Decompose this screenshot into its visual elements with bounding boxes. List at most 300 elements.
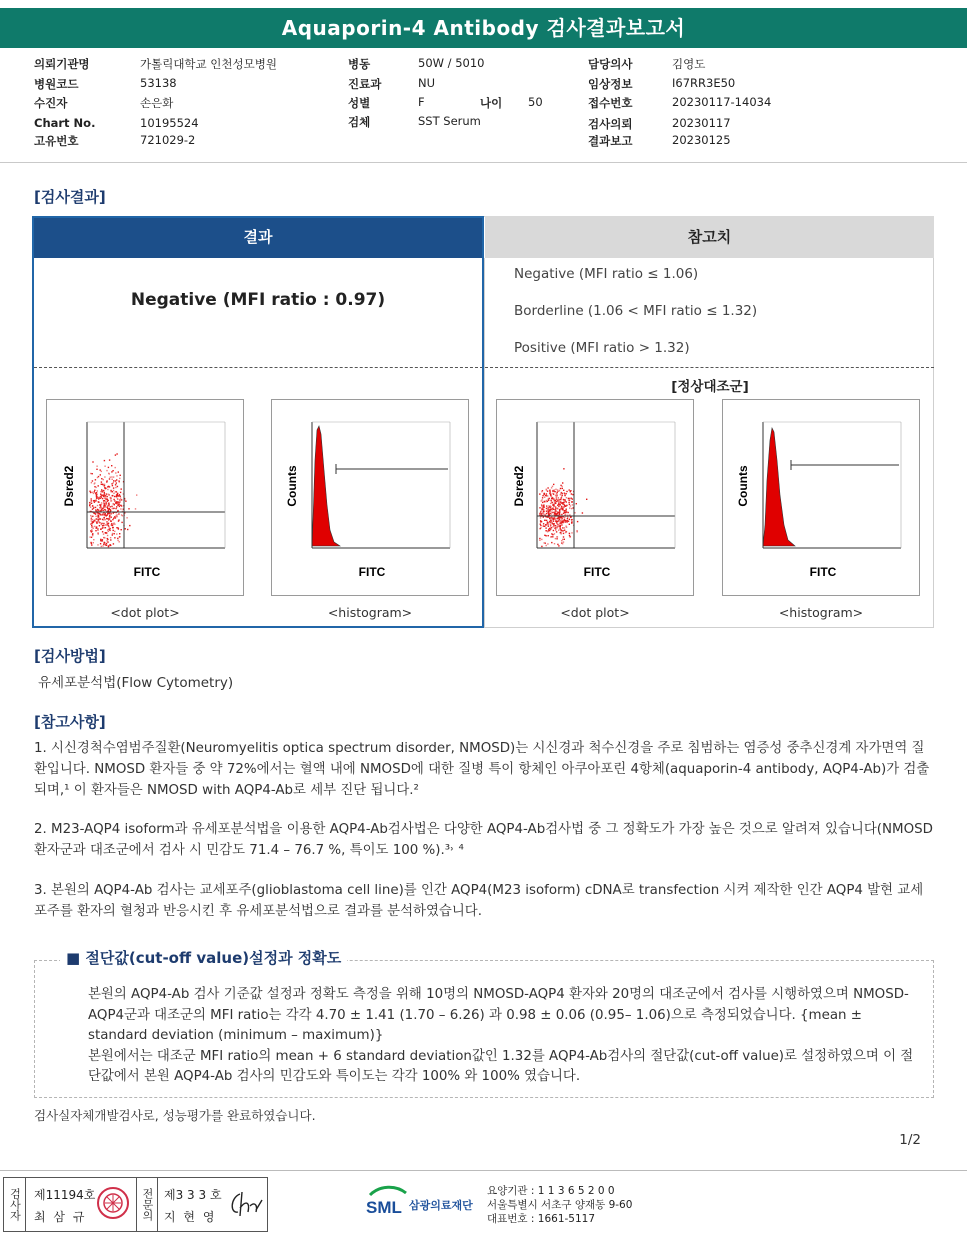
scatter-point (116, 491, 117, 492)
scatter-point (118, 504, 119, 505)
scatter-point (113, 530, 114, 531)
scatter-point (541, 510, 542, 511)
scatter-point (544, 526, 545, 527)
scatter-point (93, 539, 94, 540)
scatter-point (107, 508, 108, 509)
scatter-point (108, 519, 109, 520)
scatter-point (95, 493, 96, 494)
scatter-point (563, 536, 564, 537)
scatter-point (107, 535, 108, 536)
scatter-point (114, 533, 115, 534)
scatter-point (550, 537, 551, 538)
scatter-point (95, 530, 96, 531)
scatter-point (563, 520, 564, 521)
patient-dot-caption: <dot plot> (110, 605, 180, 620)
scatter-point (91, 523, 92, 524)
scatter-point (586, 499, 587, 500)
scatter-point (560, 522, 561, 523)
cutoff-title: ■ 절단값(cut-off value)설정과 정확도 (60, 947, 347, 968)
scatter-point (119, 541, 120, 542)
control-hist-caption: <histogram> (778, 605, 864, 620)
scatter-point (565, 531, 566, 532)
scatter-point (100, 540, 101, 541)
scatter-point (543, 523, 544, 524)
scatter-point (545, 524, 546, 525)
patient-histogram (271, 399, 469, 596)
scatter-point (544, 520, 545, 521)
scatter-point (542, 507, 543, 508)
scatter-point (116, 479, 117, 480)
scatter-point (110, 520, 111, 521)
scatter-point (121, 499, 122, 500)
scatter-point (564, 517, 565, 518)
scatter-point (539, 493, 540, 494)
scatter-point (118, 520, 119, 521)
scatter-point (100, 491, 101, 492)
scatter-point (98, 502, 99, 503)
scatter-point (120, 505, 121, 506)
scatter-point (104, 503, 105, 504)
scatter-point (93, 508, 94, 509)
scatter-point (559, 510, 560, 511)
scatter-point (104, 466, 105, 467)
scatter-point (547, 491, 548, 492)
scatter-point (548, 535, 549, 536)
scatter-point (116, 533, 117, 534)
scatter-point (136, 494, 137, 495)
scatter-point (92, 492, 93, 493)
scatter-point (552, 490, 553, 491)
scatter-point (113, 523, 114, 524)
scatter-point (116, 475, 117, 476)
scatter-point (558, 497, 559, 498)
scatter-point (103, 544, 104, 545)
scatter-point (548, 516, 549, 517)
scatter-point (120, 475, 121, 476)
scatter-point (99, 497, 100, 498)
scatter-point (555, 510, 556, 511)
scatter-point (102, 531, 103, 532)
scatter-point (550, 503, 551, 504)
scatter-point (92, 516, 93, 517)
scatter-point (554, 543, 555, 544)
scatter-point (117, 499, 118, 500)
scatter-point (550, 506, 551, 507)
scatter-point (113, 543, 114, 544)
scatter-point (563, 468, 564, 469)
doctor-signature-icon (226, 1188, 264, 1220)
scatter-point (570, 505, 571, 506)
scatter-point (546, 493, 547, 494)
scatter-point (121, 529, 122, 530)
scatter-point (560, 517, 561, 518)
scatter-point (118, 480, 119, 481)
scatter-point (558, 499, 559, 500)
scatter-point (555, 506, 556, 507)
scatter-point (554, 533, 555, 534)
page-number: 1/2 (899, 1132, 921, 1148)
scatter-point (126, 517, 127, 518)
scatter-point (551, 487, 552, 488)
scatter-point (100, 496, 101, 497)
scatter-point (545, 495, 546, 496)
scatter-point (118, 471, 119, 472)
scatter-point (560, 488, 561, 489)
scatter-point (542, 512, 543, 513)
scatter-point (112, 519, 113, 520)
scatter-point (94, 502, 95, 503)
scatter-point (561, 486, 562, 487)
scatter-point (109, 473, 110, 474)
scatter-point (119, 536, 120, 537)
scatter-point (103, 490, 104, 491)
report-title: Aquaporin-4 Antibody 검사결과보고서 (0, 8, 967, 48)
scatter-point (96, 526, 97, 527)
scatter-point (127, 529, 128, 530)
scatter-point (100, 543, 101, 544)
scatter-point (566, 497, 567, 498)
scatter-point (576, 503, 577, 504)
scatter-point (96, 466, 97, 467)
scatter-point (93, 493, 94, 494)
scatter-point (550, 524, 551, 525)
scatter-point (120, 508, 121, 509)
scatter-point (561, 540, 562, 541)
scatter-point (93, 542, 94, 543)
scatter-point (557, 513, 558, 514)
scatter-point (572, 494, 573, 495)
footer-divider (0, 1170, 967, 1171)
scatter-point (116, 514, 117, 515)
scatter-point (540, 517, 541, 518)
scatter-point (568, 498, 569, 499)
scatter-point (563, 533, 564, 534)
scatter-point (560, 528, 561, 529)
section-notes-heading: [참고사항] (34, 713, 106, 731)
scatter-point (98, 513, 99, 514)
scatter-point (100, 539, 101, 540)
dot-plot-graphic (47, 400, 245, 597)
scatter-point (568, 502, 569, 503)
scatter-point (91, 518, 92, 519)
scatter-point (94, 490, 95, 491)
scatter-point (545, 501, 546, 502)
scatter-point (552, 486, 553, 487)
scatter-point (551, 542, 552, 543)
scatter-point (104, 537, 105, 538)
scatter-point (115, 480, 116, 481)
control-dot-caption: <dot plot> (560, 605, 630, 620)
control-dot-plot (496, 399, 694, 596)
scatter-point (110, 506, 111, 507)
result-column-divider (484, 258, 485, 628)
scatter-point (550, 510, 551, 511)
scatter-point (559, 514, 560, 515)
scatter-point (89, 491, 90, 492)
scatter-point (116, 506, 117, 507)
scatter-point (103, 525, 104, 526)
scatter-point (106, 498, 107, 499)
scatter-point (545, 530, 546, 531)
scatter-point (565, 493, 566, 494)
scatter-point (110, 497, 111, 498)
tester-license: 제11194호 (34, 1188, 96, 1202)
scatter-point (98, 533, 99, 534)
scatter-point (549, 517, 550, 518)
scatter-point (542, 508, 543, 509)
scatter-point (101, 502, 102, 503)
scatter-point (553, 484, 554, 485)
scatter-point (555, 520, 556, 521)
scatter-point (107, 538, 108, 539)
scatter-point (103, 510, 104, 511)
scatter-point (121, 488, 122, 489)
scatter-point (129, 525, 130, 526)
scatter-point (565, 500, 566, 501)
scatter-point (554, 491, 555, 492)
scatter-point (553, 530, 554, 531)
scatter-point (108, 510, 109, 511)
scatter-point (560, 504, 561, 505)
scatter-point (114, 496, 115, 497)
scatter-point (120, 496, 121, 497)
scatter-point (562, 495, 563, 496)
scatter-point (553, 494, 554, 495)
scatter-point (94, 482, 95, 483)
scatter-point (118, 513, 119, 514)
scatter-point (572, 498, 573, 499)
info-divider (0, 162, 967, 163)
scatter-point (89, 504, 90, 505)
scatter-point (561, 509, 562, 510)
scatter-point (107, 529, 108, 530)
scatter-point (555, 495, 556, 496)
scatter-point (101, 523, 102, 524)
scatter-point (542, 502, 543, 503)
scatter-point (113, 490, 114, 491)
scatter-point (544, 501, 545, 502)
scatter-point (574, 512, 575, 513)
scatter-point (100, 469, 101, 470)
scatter-point (577, 521, 578, 522)
scatter-point (108, 525, 109, 526)
scatter-point (104, 485, 105, 486)
scatter-point (111, 465, 112, 466)
scatter-point (108, 503, 109, 504)
scatter-point (111, 500, 112, 501)
scatter-point (104, 460, 105, 461)
scatter-point (115, 517, 116, 518)
scatter-point (95, 479, 96, 480)
scatter-point (112, 508, 113, 509)
agency-name: 삼광의료재단 (409, 1199, 473, 1212)
hist-x-axis-label: FITC (358, 565, 386, 579)
scatter-point (109, 459, 110, 460)
scatter-point (539, 538, 540, 539)
scatter-point (544, 494, 545, 495)
scatter-point (107, 513, 108, 514)
scatter-point (91, 498, 92, 499)
scatter-point (561, 506, 562, 507)
scatter-point (571, 501, 572, 502)
scatter-point (114, 500, 115, 501)
scatter-point (121, 522, 122, 523)
patient-hist-caption: <histogram> (327, 605, 413, 620)
scatter-point (105, 519, 106, 520)
scatter-point (90, 507, 91, 508)
scatter-point (552, 502, 553, 503)
dot-y-axis-label: Dsred2 (512, 465, 526, 507)
scatter-point (564, 527, 565, 528)
scatter-point (561, 530, 562, 531)
scatter-point (566, 527, 567, 528)
scatter-point (555, 489, 556, 490)
scatter-point (550, 500, 551, 501)
doctor-license: 제3 3 3 호 (164, 1188, 222, 1202)
scatter-point (112, 503, 113, 504)
scatter-point (551, 511, 552, 512)
result-value: Negative (MFI ratio : 0.97) (130, 290, 386, 310)
scatter-point (104, 542, 105, 543)
scatter-point (115, 472, 116, 473)
scatter-point (562, 509, 563, 510)
scatter-point (112, 525, 113, 526)
scatter-point (562, 543, 563, 544)
tester-seal-icon (96, 1186, 130, 1220)
scatter-point (566, 505, 567, 506)
scatter-point (119, 503, 120, 504)
scatter-point (94, 526, 95, 527)
scatter-point (560, 493, 561, 494)
scatter-point (561, 524, 562, 525)
scatter-point (125, 528, 126, 529)
scatter-point (113, 493, 114, 494)
cutoff-text (88, 985, 918, 1088)
scatter-point (545, 527, 546, 528)
histogram-graphic (723, 400, 921, 597)
scatter-point (569, 507, 570, 508)
scatter-point (559, 523, 560, 524)
scatter-point (97, 490, 98, 491)
scatter-point (108, 504, 109, 505)
scatter-point (107, 486, 108, 487)
scatter-point (551, 518, 552, 519)
scatter-point (571, 508, 572, 509)
scatter-point (553, 521, 554, 522)
hist-y-axis-label: Counts (285, 465, 299, 507)
scatter-point (564, 499, 565, 500)
scatter-point (546, 511, 547, 512)
scatter-point (545, 535, 546, 536)
scatter-point (553, 524, 554, 525)
scatter-point (563, 527, 564, 528)
scatter-point (103, 523, 104, 524)
scatter-point (90, 524, 91, 525)
scatter-point (551, 496, 552, 497)
scatter-point (541, 513, 542, 514)
scatter-point (92, 522, 93, 523)
scatter-point (112, 485, 113, 486)
scatter-point (105, 513, 106, 514)
scatter-point (92, 519, 93, 520)
scatter-point (555, 527, 556, 528)
scatter-point (548, 526, 549, 527)
scatter-point (105, 532, 106, 533)
scatter-point (122, 515, 123, 516)
scatter-point (104, 476, 105, 477)
scatter-point (557, 492, 558, 493)
scatter-point (101, 478, 102, 479)
scatter-point (564, 539, 565, 540)
scatter-point (553, 507, 554, 508)
scatter-point (101, 546, 102, 547)
scatter-point (110, 539, 111, 540)
scatter-point (109, 526, 110, 527)
scatter-point (119, 494, 120, 495)
scatter-point (104, 484, 105, 485)
scatter-point (112, 495, 113, 496)
scatter-point (558, 506, 559, 507)
scatter-point (100, 474, 101, 475)
scatter-point (557, 489, 558, 490)
scatter-point (558, 530, 559, 531)
scatter-point (557, 536, 558, 537)
scatter-point (101, 489, 102, 490)
scatter-point (553, 509, 554, 510)
scatter-point (93, 528, 94, 529)
scatter-point (548, 524, 549, 525)
scatter-point (97, 515, 98, 516)
scatter-point (561, 497, 562, 498)
scatter-point (562, 482, 563, 483)
scatter-point (543, 525, 544, 526)
scatter-point (567, 517, 568, 518)
scatter-point (105, 501, 106, 502)
scatter-point (113, 487, 114, 488)
scatter-point (539, 540, 540, 541)
scatter-point (550, 526, 551, 527)
scatter-point (91, 482, 92, 483)
reference-header: 참고치 (485, 216, 934, 258)
scatter-point (547, 543, 548, 544)
scatter-point (98, 521, 99, 522)
scatter-point (544, 542, 545, 543)
scatter-point (113, 482, 114, 483)
scatter-point (107, 541, 108, 542)
scatter-point (108, 500, 109, 501)
scatter-point (98, 516, 99, 517)
scatter-point (547, 524, 548, 525)
scatter-point (571, 493, 572, 494)
scatter-point (103, 533, 104, 534)
scatter-point (113, 512, 114, 513)
scatter-point (97, 530, 98, 531)
scatter-point (94, 491, 95, 492)
scatter-point (549, 498, 550, 499)
scatter-point (90, 515, 91, 516)
scatter-point (553, 498, 554, 499)
scatter-point (567, 518, 568, 519)
scatter-point (95, 499, 96, 500)
scatter-point (97, 477, 98, 478)
scatter-point (99, 513, 100, 514)
note-3: 3. 본원의 AQP4-Ab 검사는 교세포주(glioblastoma cell line)를 인간 AQP4(M23 isoform) cDNA로 transfection 시켜 제작한 인간 AQP4 발현 교세포주를 환자의 혈청과 반응시킨 후 유세포분석법으로 결과를 분석하였습니다. (34, 883, 924, 919)
scatter-point (103, 479, 104, 480)
scatter-point (558, 519, 559, 520)
scatter-point (104, 493, 105, 494)
reference-positive: Positive (MFI ratio > 1.32) (514, 340, 690, 356)
scatter-point (106, 521, 107, 522)
